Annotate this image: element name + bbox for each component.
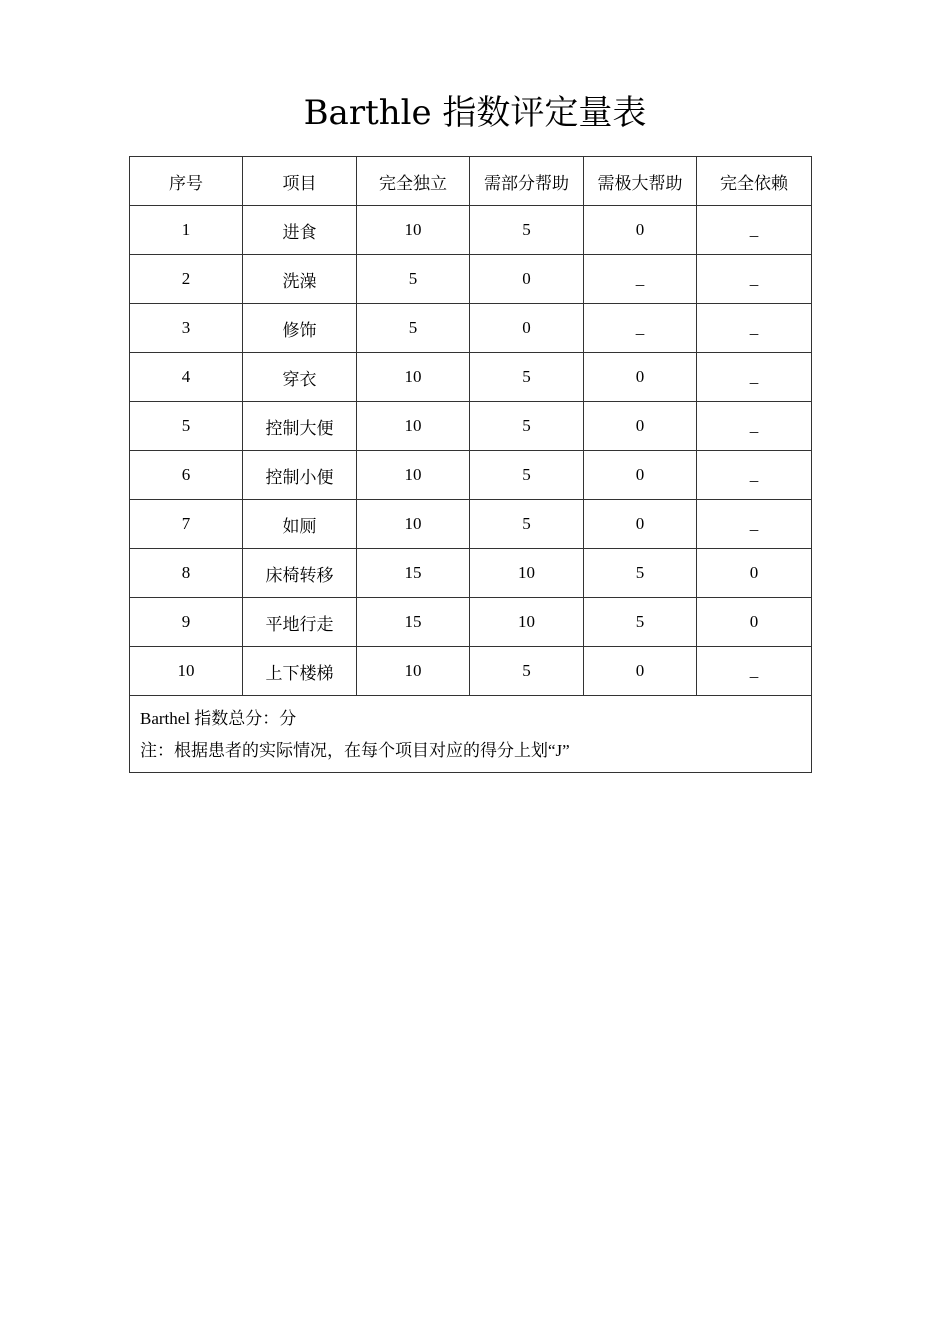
table-row bbox=[130, 255, 812, 304]
table-row bbox=[130, 598, 812, 647]
notes-row bbox=[130, 696, 812, 773]
table-row bbox=[130, 353, 812, 402]
cell-item: 穿衣 bbox=[243, 353, 357, 402]
table-row bbox=[130, 402, 812, 451]
header-cell-index: 序号 bbox=[130, 157, 243, 206]
cell-item: 修饰 bbox=[243, 304, 357, 353]
cell-index: 5 bbox=[130, 402, 243, 451]
cell-dependent: _ bbox=[697, 353, 812, 402]
table-row bbox=[130, 500, 812, 549]
cell-index: 3 bbox=[130, 304, 243, 353]
cell-item: 床椅转移 bbox=[243, 549, 357, 598]
page-title: Barthle 指数评定量表 bbox=[303, 93, 647, 133]
cell-major-help: 5 bbox=[584, 549, 697, 598]
cell-dependent: _ bbox=[697, 206, 812, 255]
cell-item: 上下楼梯 bbox=[243, 647, 357, 696]
header-cell-major-help: 需极大帮助 bbox=[584, 157, 697, 206]
cell-dependent: _ bbox=[697, 402, 812, 451]
cell-independent: 10 bbox=[357, 647, 470, 696]
cell-index: 9 bbox=[130, 598, 243, 647]
cell-dependent: _ bbox=[697, 500, 812, 549]
cell-independent: 15 bbox=[357, 549, 470, 598]
table-body bbox=[130, 206, 812, 773]
cell-major-help: _ bbox=[584, 255, 697, 304]
cell-item: 洗澡 bbox=[243, 255, 357, 304]
cell-independent: 10 bbox=[357, 353, 470, 402]
cell-independent: 5 bbox=[357, 304, 470, 353]
cell-independent: 15 bbox=[357, 598, 470, 647]
header-cell-item: 项目 bbox=[243, 157, 357, 206]
instruction-note: 注：根据患者的实际情况，在每个项目对应的得分上划“J” bbox=[140, 741, 570, 760]
cell-major-help: _ bbox=[584, 304, 697, 353]
header-cell-dependent: 完全依赖 bbox=[697, 157, 812, 206]
cell-dependent: _ bbox=[697, 451, 812, 500]
cell-item: 进食 bbox=[243, 206, 357, 255]
cell-independent: 10 bbox=[357, 451, 470, 500]
cell-major-help: 0 bbox=[584, 647, 697, 696]
barthel-score-table bbox=[129, 156, 812, 773]
table-header-row bbox=[130, 157, 812, 206]
cell-partial-help: 5 bbox=[470, 353, 584, 402]
cell-index: 10 bbox=[130, 647, 243, 696]
cell-partial-help: 0 bbox=[470, 255, 584, 304]
table-row bbox=[130, 549, 812, 598]
cell-index: 7 bbox=[130, 500, 243, 549]
cell-index: 8 bbox=[130, 549, 243, 598]
notes-cell bbox=[130, 696, 812, 773]
cell-major-help: 0 bbox=[584, 402, 697, 451]
total-score-label: Barthel 指数总分：分 bbox=[140, 709, 297, 728]
cell-dependent: 0 bbox=[697, 598, 812, 647]
cell-index: 2 bbox=[130, 255, 243, 304]
cell-dependent: _ bbox=[697, 255, 812, 304]
cell-independent: 10 bbox=[357, 206, 470, 255]
cell-partial-help: 5 bbox=[470, 402, 584, 451]
cell-partial-help: 5 bbox=[470, 647, 584, 696]
cell-major-help: 0 bbox=[584, 206, 697, 255]
cell-index: 1 bbox=[130, 206, 243, 255]
cell-major-help: 0 bbox=[584, 500, 697, 549]
cell-partial-help: 10 bbox=[470, 598, 584, 647]
cell-partial-help: 5 bbox=[470, 206, 584, 255]
cell-item: 控制大便 bbox=[243, 402, 357, 451]
cell-dependent: _ bbox=[697, 304, 812, 353]
cell-partial-help: 10 bbox=[470, 549, 584, 598]
cell-major-help: 0 bbox=[584, 451, 697, 500]
cell-partial-help: 5 bbox=[470, 451, 584, 500]
cell-item: 如厕 bbox=[243, 500, 357, 549]
table-row bbox=[130, 304, 812, 353]
header-cell-independent: 完全独立 bbox=[357, 157, 470, 206]
table-row bbox=[130, 451, 812, 500]
cell-index: 4 bbox=[130, 353, 243, 402]
header-cell-partial-help: 需部分帮助 bbox=[470, 157, 584, 206]
cell-independent: 10 bbox=[357, 500, 470, 549]
cell-independent: 10 bbox=[357, 402, 470, 451]
cell-dependent: 0 bbox=[697, 549, 812, 598]
cell-index: 6 bbox=[130, 451, 243, 500]
cell-major-help: 0 bbox=[584, 353, 697, 402]
cell-dependent: _ bbox=[697, 647, 812, 696]
cell-independent: 5 bbox=[357, 255, 470, 304]
table-row bbox=[130, 206, 812, 255]
cell-major-help: 5 bbox=[584, 598, 697, 647]
table-row bbox=[130, 647, 812, 696]
cell-partial-help: 5 bbox=[470, 500, 584, 549]
cell-partial-help: 0 bbox=[470, 304, 584, 353]
cell-item: 平地行走 bbox=[243, 598, 357, 647]
cell-item: 控制小便 bbox=[243, 451, 357, 500]
